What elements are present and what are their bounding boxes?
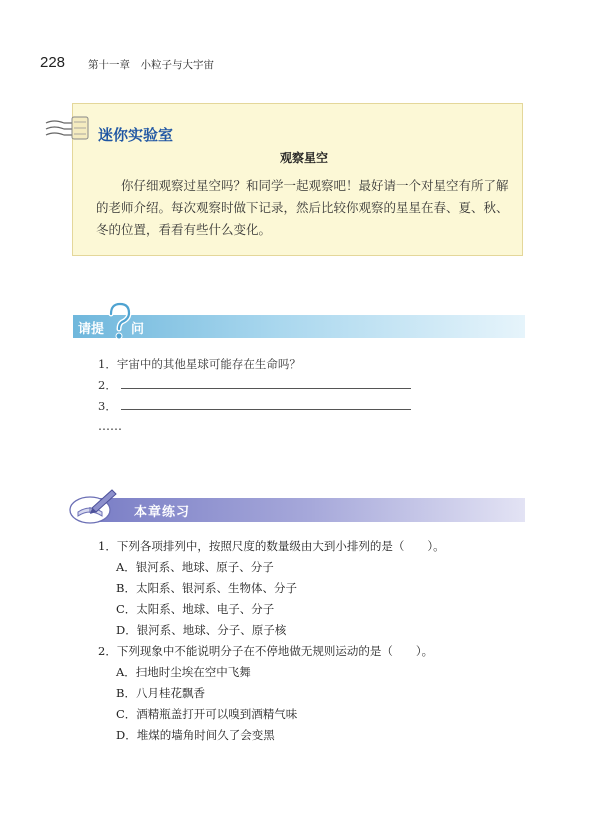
page-number: 228 <box>40 54 66 71</box>
exercise-2-option-c[interactable]: C．酒精瓶盖打开可以嗅到酒精气味 <box>116 707 298 721</box>
chapter-title: 第十一章 小粒子与大宇宙 <box>88 59 214 71</box>
question-2-blank[interactable] <box>121 377 411 389</box>
question-3-blank[interactable] <box>121 398 411 410</box>
exercise-title: 本章练习 <box>134 505 191 520</box>
exercise-1-stem: 1．下列各项排列中，按照尺度的数量级由大到小排列的是（ ）。 <box>98 539 445 553</box>
paper-clip-icon <box>44 115 92 141</box>
exercise-1-option-a[interactable]: A．银河系、地球、原子、分子 <box>116 560 274 574</box>
question-2 <box>98 377 411 393</box>
pen-and-book-icon <box>68 486 120 526</box>
mini-lab-text: 你仔细观察过星空吗？和同学一起观察吧！最好请一个对星空有所了解的老师介绍。每次观察时做下记录，然后比较你观察的星星在春、夏、秋、冬的位置，看看有些什么变化。 <box>96 178 509 237</box>
ask-label-right: 问 <box>131 322 145 337</box>
exercise-1-option-c[interactable]: C．太阳系、地球、电子、分子 <box>116 602 275 616</box>
question-3-number: 3． <box>98 399 117 413</box>
question-1: 1．宇宙中的其他星球可能存在生命吗？ <box>98 357 301 371</box>
question-3 <box>98 398 411 414</box>
mini-lab-subtitle: 观察星空 <box>279 151 328 165</box>
question-2-number: 2． <box>98 378 117 392</box>
exercise-2-option-d[interactable]: D．堆煤的墙角时间久了会变黑 <box>116 728 275 742</box>
exercise-1-option-b[interactable]: B．太阳系、银河系、生物体、分子 <box>116 581 297 595</box>
exercise-2-option-a[interactable]: A．扫地时尘埃在空中飞舞 <box>116 665 251 679</box>
ask-label-left: 请提 <box>78 322 105 337</box>
exercise-2-stem: 2．下列现象中不能说明分子在不停地做无规则运动的是（ ）。 <box>98 644 434 658</box>
exercise-1-option-d[interactable]: D．银河系、地球、分子、原子核 <box>116 623 287 637</box>
question-mark-icon <box>106 302 134 340</box>
mini-lab-title: 迷你实验室 <box>98 126 174 144</box>
exercise-2-option-b[interactable]: B．八月桂花飘香 <box>116 686 205 700</box>
ellipsis: …… <box>98 419 122 433</box>
